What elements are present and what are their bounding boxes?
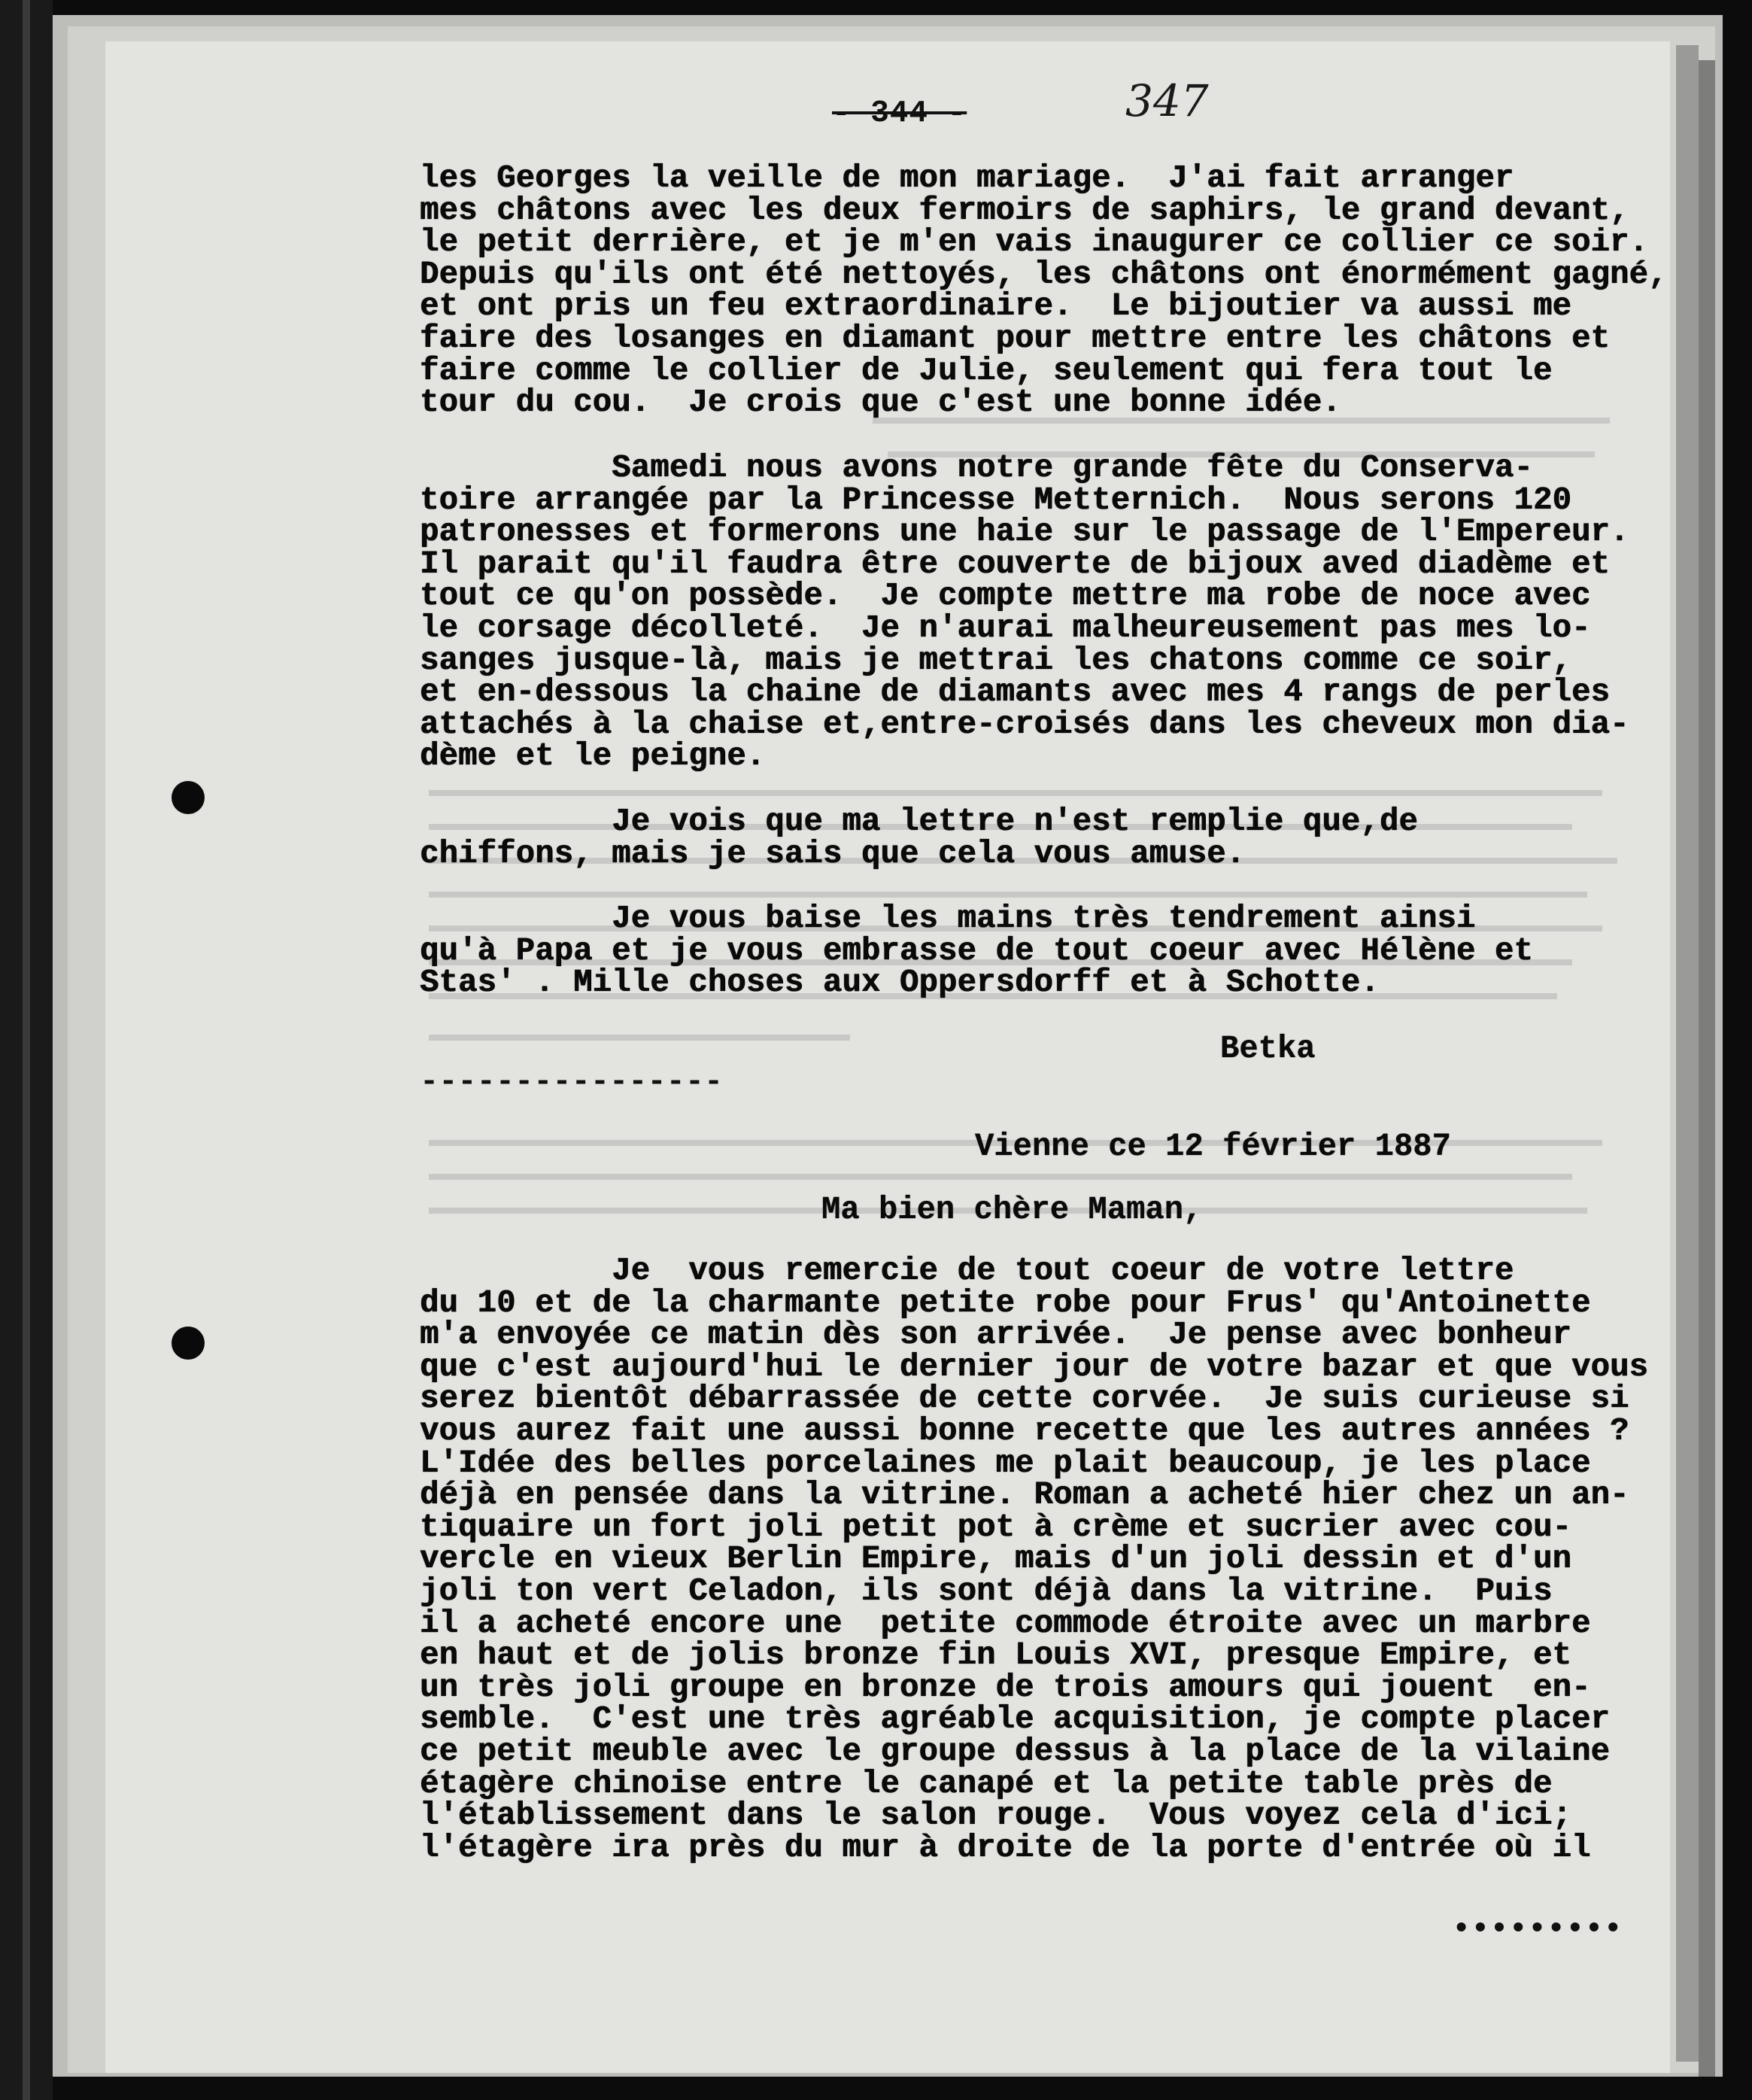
binder-hole-upper — [165, 775, 211, 820]
letter-separator: ---------------- — [420, 1064, 724, 1100]
binder-hole-lower — [165, 1320, 211, 1366]
letter1-signature: Betka — [1220, 1031, 1316, 1067]
letter2-salutation: Ma bien chère Maman, — [821, 1192, 1203, 1228]
page-label-typed: - 344 - — [832, 96, 967, 131]
letter2-body: Je vous remercie de tout coeur de votre lettre du 10 et de la charmante petite robe pour Frus' qu'Antoinette m'a envoyée ce matin dès son arrivée. Je pense avec bonheur que c'est aujourd'hui le dernier jour de votre bazar et que vous serez bientôt débarrassée de cette corvée. Je suis curieuse si vous aurez fait une aussi bonne recette que les autres années ? L'Idée des belles porcelaines me plait beaucoup, je les place déjà en pensée dans la vitrine. Roman a acheté hier chez un an- tiquaire un fort joli petit pot à crème et sucrier avec cou- vercle en vieux Berlin Empire, mais d'un joli dessin et d'un joli ton vert Celadon, ils sont déjà dans la vitrine. Puis il a acheté encore une petite commode étroite avec un marbre en haut et de jolis bronze fin Louis XVI, presque Empire, et un très joli groupe en bronze de trois amours qui jouent en- semble. C'est une très agréable acquisition, je compte placer ce petit meuble avec le groupe dessus à la place de la vilaine étagère chinoise entre le canapé et la petite table près de l'établissement dans le salon rouge. Vous voyez cela d'ici; l'étagère ira près du mur à droite de la porte d'entrée où il — [420, 1253, 1649, 1866]
letter2-dateline: Vienne ce 12 février 1887 — [975, 1129, 1451, 1165]
letter1-paragraph-3: Je vois que ma lettre n'est remplie que,de chiffons, mais je sais que cela vous amuse. — [420, 804, 1418, 872]
page-number-handwritten: 347 — [1125, 75, 1209, 126]
letter1-paragraph-2: Samedi nous avons notre grande fête du Conserva- toire arrangée par la Princesse Metternich. Nous serons 120 patronesses et formerons une haie sur le passage de l'Empereur. Il parait qu'il faudra être couverte de bijoux aved diadème et tout ce qu'on possède. Je compte mettre ma robe de noce avec le corsage décolleté. Je n'aurai malheureusement pas mes lo- sanges jusque-là, mais je mettrai les chatons comme ce soir, et en-dessous la chaine de diamants avec mes 4 rangs de perles attachés à la chaise et,entre-croisés dans les cheveux mon dia- dème et le peigne. — [420, 450, 1629, 775]
continuation-marker: ••••••••• — [1452, 1911, 1623, 1947]
letter1-paragraph-1: les Georges la veille de mon mariage. J'ai fait arranger mes châtons avec les deux fermoirs de saphirs, le grand devant, le petit derrière, et je m'en vais inaugurer ce collier ce soir. Depuis qu'ils ont été nettoyés, les châtons ont énormément gagné, et ont pris un feu extraordinaire. Le bijoutier va aussi me faire des losanges en diamant pour mettre entre les châtons et faire comme le collier de Julie, seulement qui fera tout le tour du cou. Je crois que c'est une bonne idée. — [420, 160, 1668, 421]
page-number-struck — [832, 96, 967, 131]
letter1-paragraph-4: Je vous baise les mains très tendrement ainsi qu'à Papa et je vous embrasse de tout coeur avec Hélène et Stas' . Mille choses aux Oppersdorff et à Schotte. — [420, 901, 1533, 1001]
